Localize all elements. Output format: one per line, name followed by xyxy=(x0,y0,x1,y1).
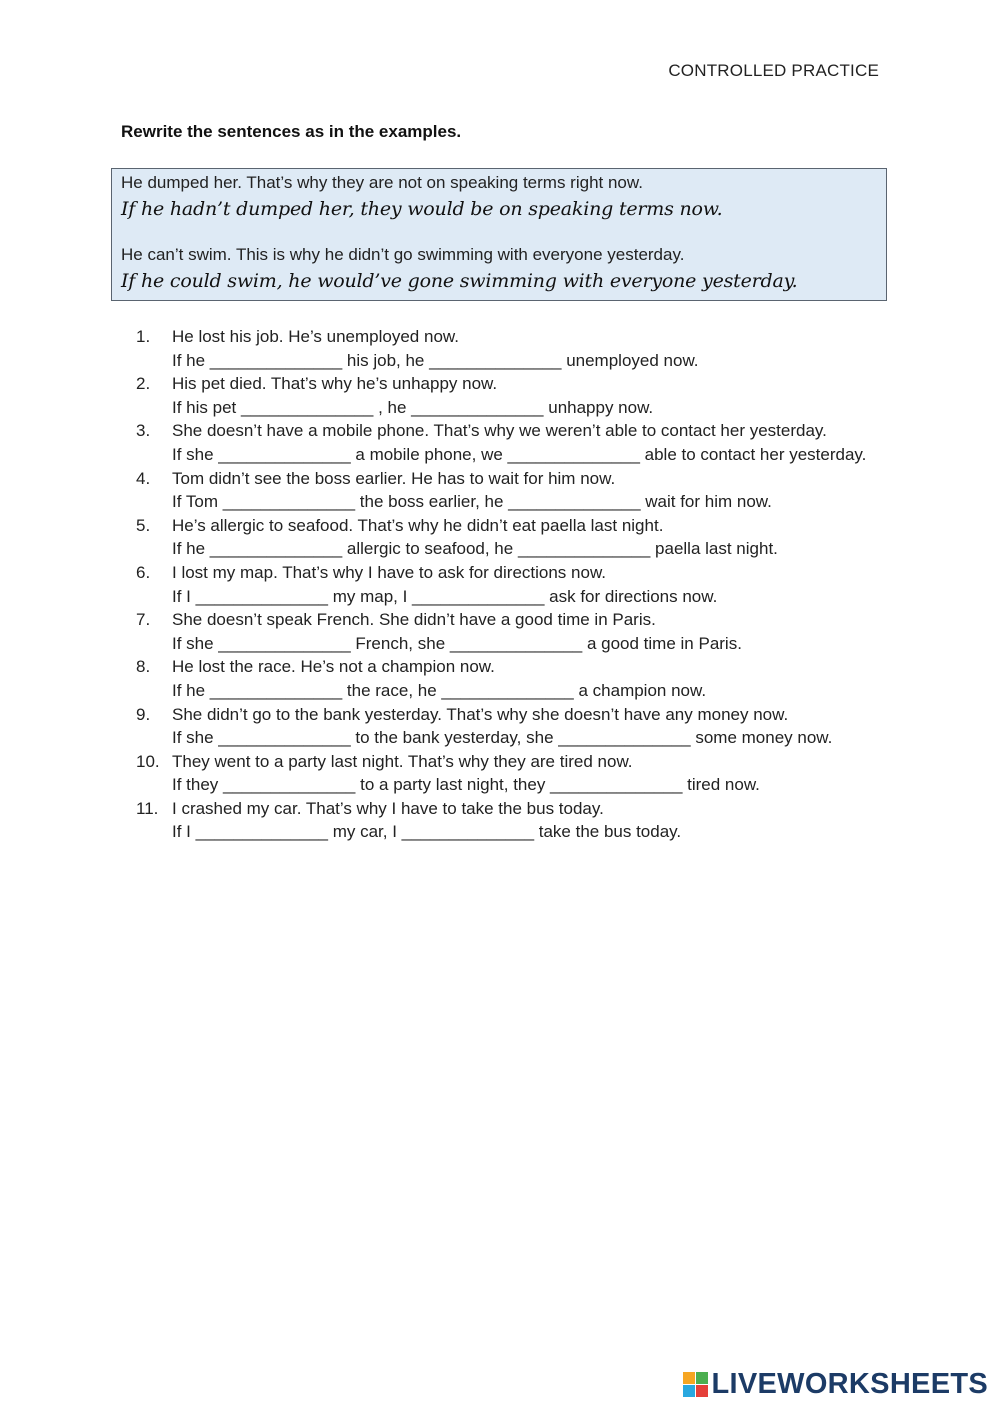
exercise-prompt: If she ______________ a mobile phone, we ______________ able to contact her yesterday. xyxy=(172,444,867,464)
exercise-prompt: If I ______________ my car, I ______________ take the bus today. xyxy=(172,822,682,842)
logo-square xyxy=(683,1385,695,1397)
example-sentence: He dumped her. That’s why they are not on speaking terms right now. xyxy=(121,173,643,192)
exercise-sentence: He lost the race. He’s not a champion now. xyxy=(172,657,495,677)
exercise-number: 6. xyxy=(136,562,151,582)
exercise-item-9 xyxy=(136,703,896,750)
example-answer: If he hadn’t dumped her, they would be on speaking terms now. xyxy=(121,198,723,220)
exercise-sentence: She didn’t go to the bank yesterday. That’s why she doesn’t have any money now. xyxy=(172,704,789,724)
exercise-item-10 xyxy=(136,750,896,797)
exercise-number: 7. xyxy=(136,610,151,630)
exercise-sentence: Tom didn’t see the boss earlier. He has to wait for him now. xyxy=(172,468,616,488)
exercise-item-4 xyxy=(136,467,896,514)
exercise-prompt: If Tom ______________ the boss earlier, he ______________ wait for him now. xyxy=(172,492,772,512)
logo-square xyxy=(696,1372,708,1384)
exercise-sentence: His pet died. That’s why he’s unhappy now. xyxy=(172,374,498,394)
exercise-prompt: If his pet ______________ , he ______________ unhappy now. xyxy=(172,397,654,417)
logo-square xyxy=(696,1385,708,1397)
exercise-number: 2. xyxy=(136,374,151,394)
exercise-item-6 xyxy=(136,561,896,608)
exercise-number: 8. xyxy=(136,657,151,677)
exercise-number: 3. xyxy=(136,421,151,441)
exercise-item-5 xyxy=(136,514,896,561)
exercise-sentence: I lost my map. That’s why I have to ask for directions now. xyxy=(172,562,607,582)
page-header-label: CONTROLLED PRACTICE xyxy=(668,61,879,80)
exercise-prompt: If she ______________ French, she ______________ a good time in Paris. xyxy=(172,633,742,653)
exercise-prompt: If he ______________ his job, he ______________ unemployed now. xyxy=(172,350,699,370)
exercise-sentence: I crashed my car. That’s why I have to take the bus today. xyxy=(172,798,604,818)
exercise-number: 9. xyxy=(136,704,151,724)
exercise-number: 1. xyxy=(136,327,151,346)
exercise-item-1 xyxy=(136,325,896,372)
exercise-list xyxy=(136,325,896,844)
liveworksheets-logo-text: LIVEWORKSHEETS xyxy=(711,1368,988,1400)
exercise-item-3 xyxy=(136,419,896,466)
exercise-number: 10. xyxy=(136,751,160,771)
liveworksheets-logo xyxy=(683,1368,989,1401)
exercise-sentence: She doesn’t have a mobile phone. That’s why we weren’t able to contact her yesterday. xyxy=(172,421,827,441)
exercise-item-2 xyxy=(136,372,896,419)
exercise-sentence: They went to a party last night. That’s why they are tired now. xyxy=(172,751,633,771)
exercise-prompt: If I ______________ my map, I ______________ ask for directions now. xyxy=(172,586,718,606)
example-sentence: He can’t swim. This is why he didn’t go swimming with everyone yesterday. xyxy=(121,245,685,264)
exercise-prompt: If they ______________ to a party last night, they ______________ tired now. xyxy=(172,775,760,795)
exercise-sentence: She doesn’t speak French. She didn’t have a good time in Paris. xyxy=(172,610,656,630)
exercise-item-11 xyxy=(136,797,896,844)
exercise-number: 5. xyxy=(136,515,151,535)
examples-box xyxy=(111,168,887,301)
exercise-item-8 xyxy=(136,655,896,702)
exercise-number: 11. xyxy=(136,798,159,818)
logo-square xyxy=(683,1372,695,1384)
instructions-heading: Rewrite the sentences as in the examples. xyxy=(121,122,462,141)
liveworksheets-logo-icon xyxy=(683,1372,708,1397)
exercise-item-7 xyxy=(136,608,896,655)
exercise-number: 4. xyxy=(136,468,151,488)
exercise-prompt: If he ______________ the race, he ______________ a champion now. xyxy=(172,680,707,700)
exercise-sentence: He lost his job. He’s unemployed now. xyxy=(172,327,459,346)
example-answer: If he could swim, he would’ve gone swimming with everyone yesterday. xyxy=(121,270,798,292)
exercise-sentence: He’s allergic to seafood. That’s why he didn’t eat paella last night. xyxy=(172,515,664,535)
exercise-prompt: If he ______________ allergic to seafood, he ______________ paella last night. xyxy=(172,539,778,559)
exercise-prompt: If she ______________ to the bank yesterday, she ______________ some money now. xyxy=(172,728,833,748)
